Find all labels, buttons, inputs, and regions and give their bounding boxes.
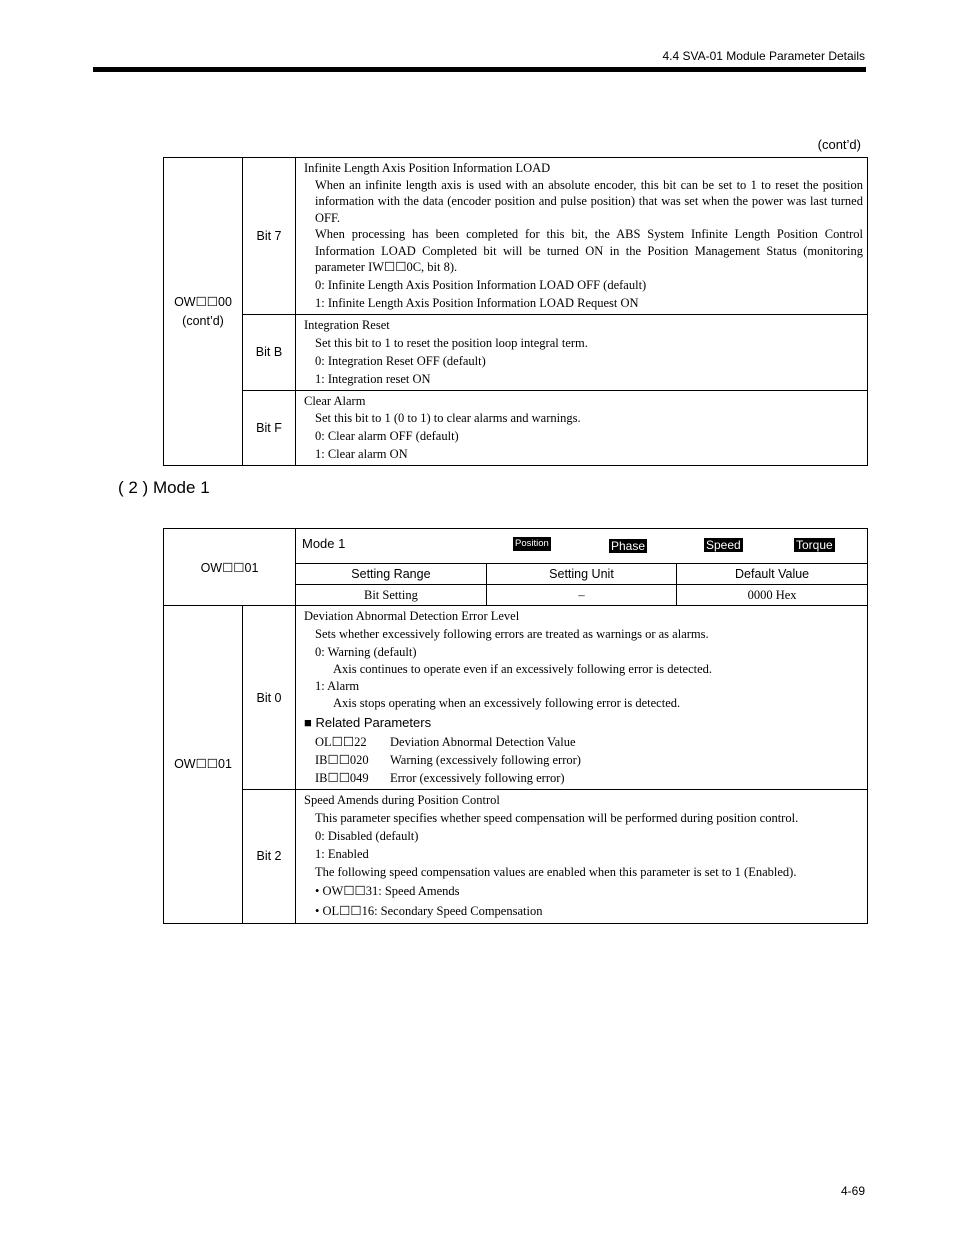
related-parameters-heading: ■ Related Parameters (304, 714, 432, 730)
table-row (164, 390, 868, 466)
table-row (164, 790, 868, 924)
option-line: 0: Clear alarm OFF (default) (315, 429, 459, 443)
setting-range-value: Bit Setting (296, 585, 486, 606)
description-line: Set this bit to 1 (0 to 1) to clear alarms and warnings. (315, 411, 581, 425)
position-badge: Position (515, 538, 549, 549)
bit-title: Integration Reset (304, 318, 390, 332)
bit-label: Bit F (243, 390, 296, 466)
bullet-item: • OL☐☐16: Secondary Speed Compensation (315, 903, 543, 918)
table-header-row (164, 529, 868, 606)
setting-header-row (296, 564, 867, 585)
description-line: When processing has been completed for this bit, the ABS System Infinite Length Position Control Information LOAD Completed bit will be turned ON in the Position Management Status (monitoring parameter IW☐☐0C, bit 8). (315, 227, 863, 274)
bit-description (296, 158, 868, 315)
table-row (164, 158, 868, 315)
related-desc: Error (excessively following error) (390, 771, 565, 785)
header-rule (93, 67, 866, 72)
option-line: 0: Infinite Length Axis Position Information LOAD OFF (default) (315, 277, 647, 292)
bit-title: Deviation Abnormal Detection Error Level (304, 609, 520, 623)
phase-badge: Phase (611, 539, 646, 553)
related-parameter-row (304, 751, 863, 769)
table-row (164, 606, 868, 790)
setting-unit-value: – (486, 585, 676, 606)
mode-name: Mode 1 (302, 536, 346, 551)
option-line: 0: Disabled (default) (315, 828, 419, 843)
related-desc: Warning (excessively following error) (390, 753, 581, 767)
parameter-table-ow00 (163, 157, 868, 466)
bit-title: Infinite Length Axis Position Information LOAD (304, 161, 551, 175)
running-header: 4.4 SVA-01 Module Parameter Details (662, 49, 865, 63)
description-line: This parameter specifies whether speed compensation will be performed during position control. (315, 810, 799, 825)
option-detail: Axis stops operating when an excessively following error is detected. (333, 696, 681, 710)
mode-header-cell (296, 529, 868, 606)
torque-badge: Torque (796, 538, 833, 552)
related-parameter-row (304, 769, 863, 787)
bit-label: Bit 2 (243, 790, 296, 924)
option-line: 1: Integration reset ON (315, 371, 431, 386)
setting-info-table (296, 563, 867, 605)
option-line: 1: Alarm (315, 679, 360, 693)
option-line: 1: Enabled (315, 846, 369, 861)
page-number: 4-69 (840, 1184, 865, 1198)
related-code: IB☐☐049 (315, 771, 369, 785)
register-note: (cont’d) (182, 313, 224, 328)
column-header: Setting Range (296, 564, 486, 585)
bit-description (296, 315, 868, 391)
related-parameter-row (304, 733, 863, 751)
option-line: 1: Clear alarm ON (315, 447, 408, 461)
bit-title: Clear Alarm (304, 393, 366, 408)
description-line: When an infinite length axis is used with an absolute encoder, this bit can be set to 1 to reset the position information with the data (encoder position and pulse position) that was set when the power was last turned OFF. (315, 177, 863, 225)
default-value: 0000 Hex (747, 587, 797, 602)
bit-label: Bit 0 (243, 606, 296, 790)
option-line: 0: Warning (default) (315, 644, 417, 659)
option-detail: Axis continues to operate even if an excessively following error is detected. (333, 661, 713, 676)
description-line: The following speed compensation values are enabled when this parameter is set to 1 (Enabled). (315, 864, 797, 879)
speed-badge: Speed (706, 538, 741, 552)
bit-description (296, 606, 868, 790)
bit-description (296, 790, 868, 924)
table-row (164, 315, 868, 391)
register-label: OW☐☐01 (174, 756, 232, 771)
column-header: Setting Unit (486, 564, 676, 585)
continued-label: (cont’d) (817, 137, 861, 152)
related-code: OL☐☐22 (315, 735, 367, 749)
register-cell (164, 529, 296, 606)
column-header: Default Value (677, 564, 867, 585)
description-line: Set this bit to 1 to reset the position loop integral term. (315, 335, 588, 350)
bit-description (296, 390, 868, 466)
bit-label: Bit 7 (243, 158, 296, 315)
bit-title: Speed Amends during Position Control (304, 793, 500, 807)
bit-label: Bit B (243, 315, 296, 391)
option-line: 0: Integration Reset OFF (default) (315, 353, 486, 368)
bullet-item: • OW☐☐31: Speed Amends (315, 883, 460, 898)
option-line: 1: Infinite Length Axis Position Information LOAD Request ON (315, 295, 639, 310)
related-desc: Deviation Abnormal Detection Value (390, 735, 576, 749)
register-cell (164, 606, 243, 924)
section-heading-mode1: ( 2 ) Mode 1 (118, 478, 210, 497)
related-code: IB☐☐020 (315, 753, 369, 767)
description-line: Sets whether excessively following errors are treated as warnings or as alarms. (315, 626, 709, 641)
parameter-table-ow01 (163, 528, 868, 924)
register-cell (164, 158, 243, 466)
register-label: OW☐☐01 (200, 560, 259, 575)
register-label: OW☐☐00 (174, 294, 232, 309)
setting-value-row (296, 585, 867, 606)
